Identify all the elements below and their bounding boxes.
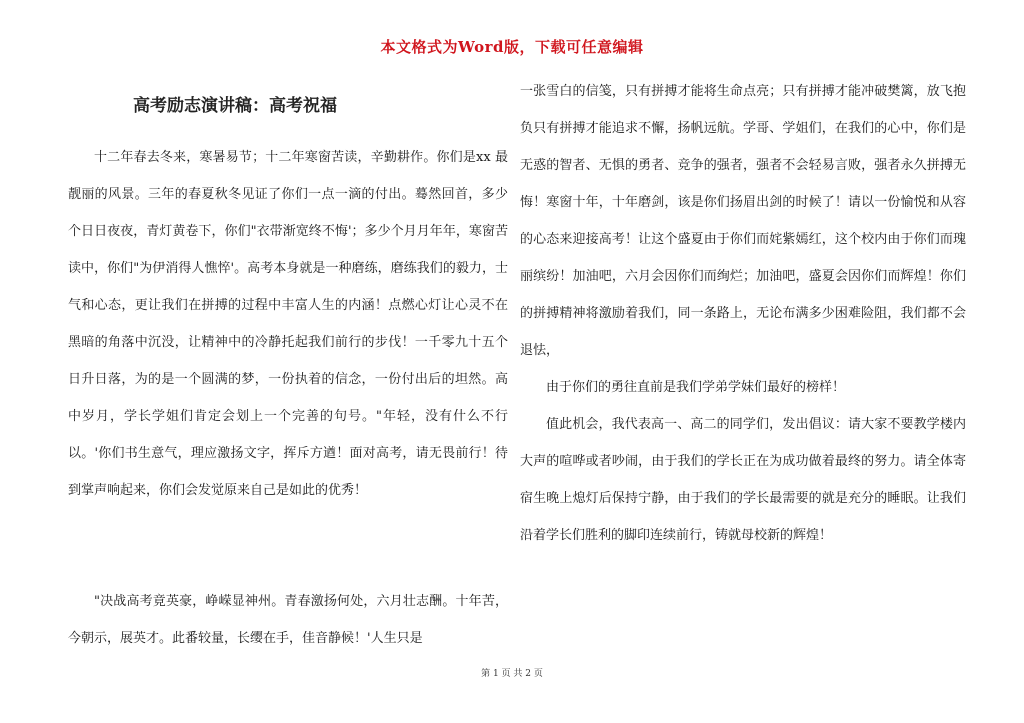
page-number: 第 1 页 共 2 页	[481, 669, 543, 679]
paragraph: 十二年春去冬来，寒暑易节；十二年寒窗苦读，辛勤耕作。你们是xx 最靓丽的风景。三年的春夏秋冬见证了你们一点一滴的付出。蓦然回首，多少个日日夜夜，青灯黄卷下，你们"衣带渐宽终不悔'；多少个月月年年，寒窗苦读中，你们"为伊消得人憔悴'。高考本身就是一种磨练，磨练我们的毅力，士气和心态，更让我们在拼搏的过程中丰富人生的内涵！点燃心灯让心灵不在黑暗的角落中沉没，让精神中的冷静托起我们前行的步伐！一千零九十五个日升日落，为的是一个圆满的梦，一份执着的信念，一份付出后的坦然。高中岁月，学长学姐们肯定会划上一个完善的句号。"年轻，没有什么不行以。'你们书生意气，理应激扬文字，挥斥方遒！面对高考，请无畏前行！待到掌声响起来，你们会发觉原来自己是如此的优秀！	[68, 150, 508, 498]
paragraph: 值此机会，我代表高一、高二的同学们，发出倡议：请大家不要教学楼内大声的喧哗或者吵闹，由于我们的学长正在为成功做着最终的努力。请全体寄宿生晚上熄灯后保持宁静，由于我们的学长最需要的就是充分的睡眠。让我们沿着学长们胜利的脚印连续前行，铸就母校新的辉煌！	[520, 417, 966, 543]
paragraph: "决战高考竟英豪，峥嵘显神州。青春激扬何处，六月壮志酬。十年苦，今朝示，展英才。此番较量，长缨在手，佳音静候！'人生只是	[68, 594, 508, 646]
paragraph: 一张雪白的信笺，只有拼搏才能将生命点亮；只有拼搏才能冲破樊篱，放飞抱负只有拼搏才能追求不懈，扬帆远航。学哥、学姐们，在我们的心中，你们是无惑的智者、无惧的勇者、竞争的强者，强者不会轻易言败，强者永久拼搏无悔！寒窗十年，十年磨剑，该是你们扬眉出剑的时候了！请以一份愉悦和从容的心态来迎接高考！让这个盛夏由于你们而姹紫嫣红，这个校内由于你们而瑰丽缤纷！加油吧，六月会因你们而绚烂；加油吧，盛夏会因你们而辉煌！你们的拼搏精神将激励着我们，同一条路上，无论布满多少困难险阻，我们都不会退怯，	[520, 84, 966, 358]
paragraph: 由于你们的勇往直前是我们学弟学妹们最好的榜样！	[546, 380, 846, 395]
banner-notice: 本文格式为Word版，下载可任意编辑	[380, 38, 644, 56]
document-title: 高考励志演讲稿：高考祝福	[133, 96, 337, 116]
